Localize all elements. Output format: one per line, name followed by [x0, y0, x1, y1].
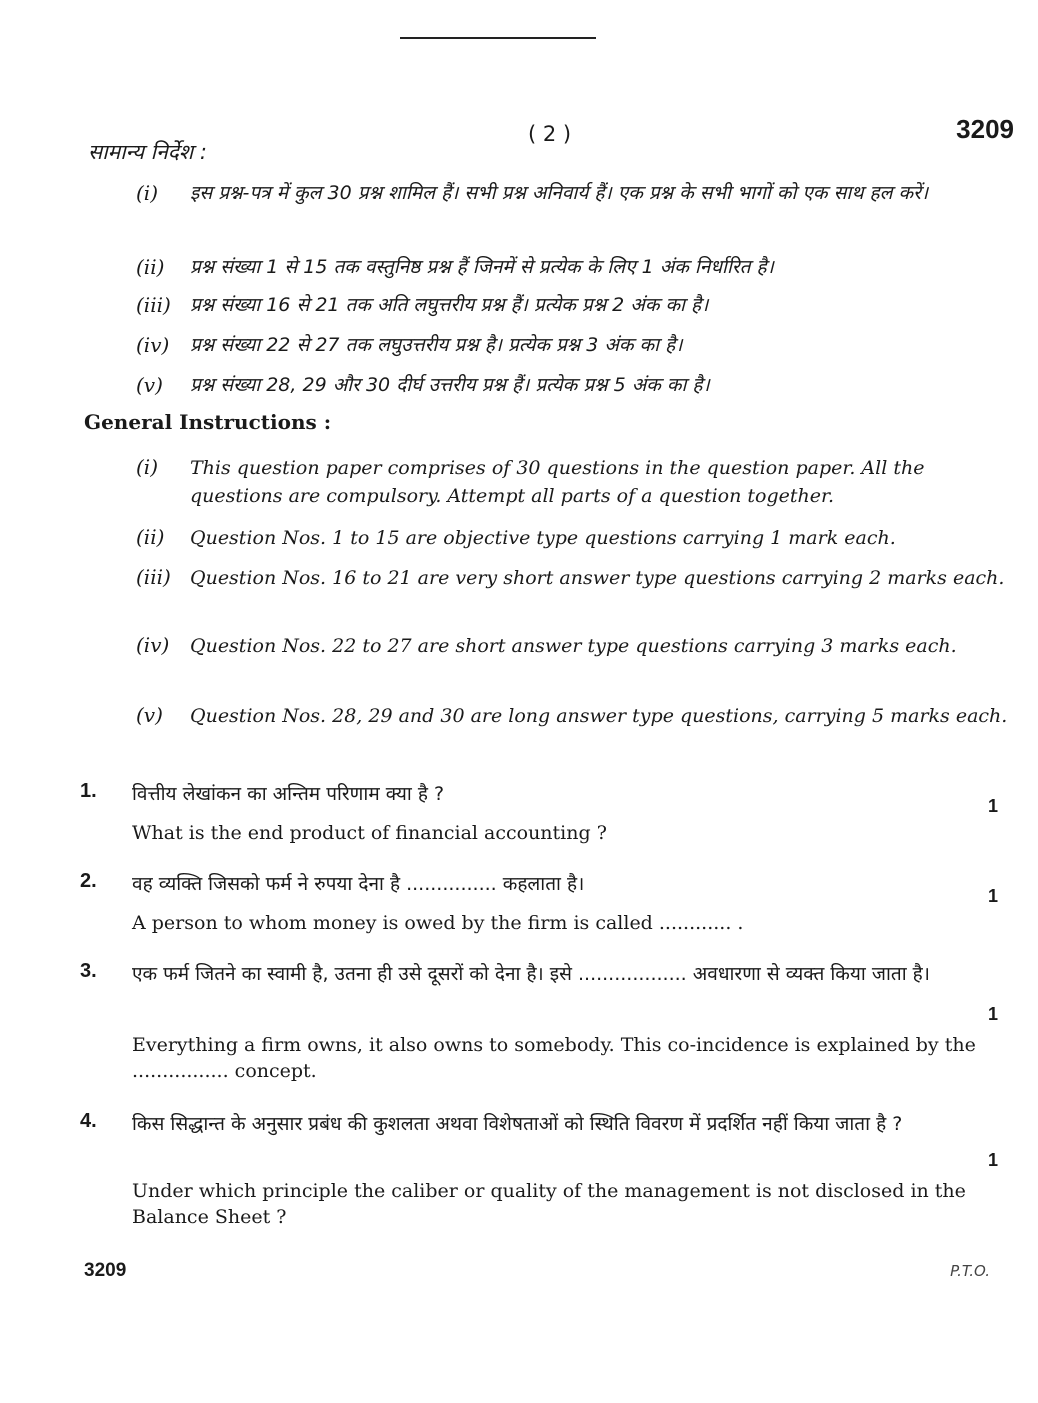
hindi-instruction-3-number: (iii) [136, 293, 171, 317]
question-4 [80, 1110, 998, 1240]
hindi-instructions-heading: सामान्य निर्देश : [88, 140, 207, 164]
pto-mark: P.T.O. [950, 1262, 990, 1280]
hindi-instruction-1-text: इस प्रश्न-पत्र में कुल 30 प्रश्न शामिल हैं। सभी प्रश्न अनिवार्य हैं। एक प्रश्न के सभी भागों को एक साथ हल करें। [190, 182, 929, 204]
question-2-number: 2. [80, 870, 97, 892]
english-instruction-4 [136, 632, 1016, 660]
paper-code-top: 3209 [956, 114, 1014, 144]
hindi-instruction-4-number: (iv) [136, 333, 170, 357]
english-instruction-5 [136, 702, 1016, 730]
english-instruction-4-text: Question Nos. 22 to 27 are short answer type questions carrying 3 marks each. [190, 635, 957, 657]
english-instruction-1-text: This question paper comprises of 30 questions in the question paper. All the questions are compulsory. Attempt all parts of a question together. [190, 457, 925, 507]
page-number: ( 2 ) [528, 122, 572, 146]
english-instruction-1 [136, 454, 1016, 510]
question-4-english: Under which principle the caliber or quality of the management is not disclosed in the Balance Sheet ? [132, 1180, 966, 1228]
english-instruction-2-text: Question Nos. 1 to 15 are objective type questions carrying 1 mark each. [190, 527, 896, 549]
question-4-number: 4. [80, 1110, 97, 1132]
top-rule [400, 37, 596, 39]
english-instructions-heading: General Instructions : [84, 410, 332, 434]
question-1 [80, 780, 998, 850]
question-3-number: 3. [80, 960, 97, 982]
question-2-marks: 1 [987, 886, 998, 906]
question-2-english: A person to whom money is owed by the firm is called ............ . [132, 912, 744, 934]
english-instruction-5-text: Question Nos. 28, 29 and 30 are long answer type questions, carrying 5 marks each. [190, 705, 1008, 727]
question-2-hindi: वह व्यक्ति जिसको फर्म ने रुपया देना है ............... कहलाता है। [132, 873, 585, 895]
question-2 [80, 870, 998, 940]
hindi-instruction-1-number: (i) [136, 181, 159, 205]
english-instruction-5-number: (v) [136, 703, 163, 727]
question-1-english: What is the end product of financial accounting ? [132, 822, 607, 844]
question-4-marks: 1 [987, 1150, 998, 1170]
question-1-number: 1. [80, 780, 97, 802]
hindi-instruction-4-text: प्रश्न संख्या 22 से 27 तक लघुउत्तरीय प्रश्न है। प्रत्येक प्रश्न 3 अंक का है। [190, 334, 683, 356]
english-instruction-4-number: (iv) [136, 633, 170, 657]
question-4-hindi: किस सिद्धान्त के अनुसार प्रबंध की कुशलता अथवा विशेषताओं को स्थिति विवरण में प्रदर्शित नहीं किया जाता है ? [132, 1113, 903, 1135]
question-1-hindi: वित्तीय लेखांकन का अन्तिम परिणाम क्या है ? [132, 783, 445, 805]
hindi-instruction-2-number: (ii) [136, 255, 165, 279]
hindi-instruction-3 [136, 292, 1016, 319]
hindi-instruction-5 [136, 372, 1016, 399]
english-instruction-1-number: (i) [136, 455, 159, 479]
hindi-instruction-4 [136, 332, 1016, 359]
english-instruction-3 [136, 564, 1016, 592]
english-instruction-3-text: Question Nos. 16 to 21 are very short answer type questions carrying 2 marks each. [190, 567, 1005, 589]
english-instruction-2 [136, 524, 1016, 552]
hindi-instruction-5-number: (v) [136, 373, 163, 397]
question-1-marks: 1 [987, 796, 998, 816]
paper-code-bottom: 3209 [84, 1260, 127, 1281]
hindi-instruction-3-text: प्रश्न संख्या 16 से 21 तक अति लघुत्तरीय प्रश्न हैं। प्रत्येक प्रश्न 2 अंक का है। [190, 294, 709, 316]
question-3-english: Everything a firm owns, it also owns to somebody. This co-incidence is explained by the ................ concept. [132, 1034, 976, 1082]
hindi-instruction-1 [136, 180, 1016, 207]
question-3-marks: 1 [987, 1004, 998, 1024]
english-instruction-2-number: (ii) [136, 525, 165, 549]
question-3-hindi: एक फर्म जितने का स्वामी है, उतना ही उसे दूसरों को देना है। इसे .................. अवधारणा से व्यक्त किया जाता है। [132, 963, 930, 985]
question-3 [80, 960, 998, 1090]
english-instruction-3-number: (iii) [136, 565, 171, 589]
hindi-instruction-2-text: प्रश्न संख्या 1 से 15 तक वस्तुनिष्ठ प्रश्न हैं जिनमें से प्रत्येक के लिए 1 अंक निर्धारित है। [190, 256, 774, 278]
hindi-instruction-2 [136, 254, 1016, 281]
hindi-instruction-5-text: प्रश्न संख्या 28, 29 और 30 दीर्घ उत्तरीय प्रश्न हैं। प्रत्येक प्रश्न 5 अंक का है। [190, 374, 710, 396]
